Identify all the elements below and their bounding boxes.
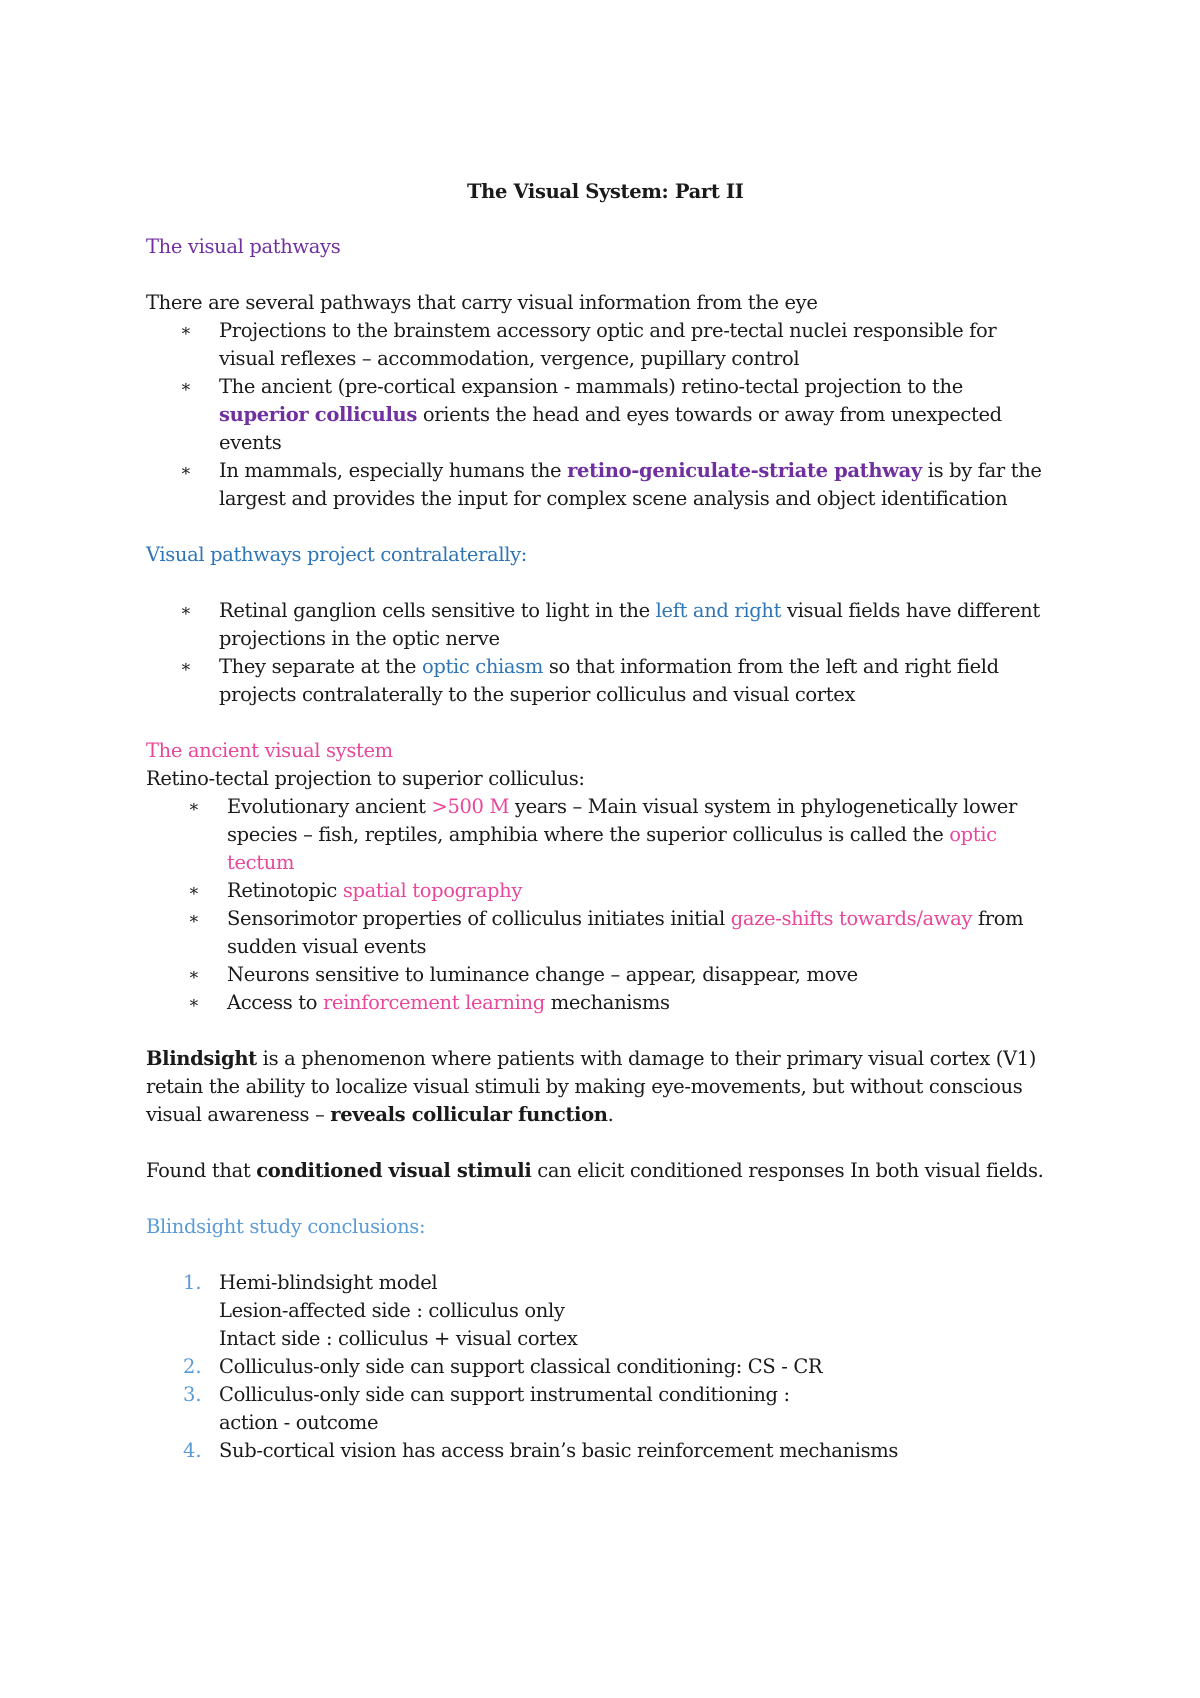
highlight-term: superior colliculus — [219, 403, 418, 426]
blindsight-paragraph-line: retain the ability to localize visual stimuli by making eye-movements, but without conscious — [146, 1075, 1023, 1098]
list-item-line: Hemi-blindsight model — [219, 1271, 438, 1294]
bullet-marker: ∗ — [180, 321, 192, 341]
list-number: 3. — [183, 1383, 202, 1406]
bullet-marker: ∗ — [180, 657, 192, 677]
bullet-line: They separate at the optic chiasm so that information from the left and right field — [219, 655, 999, 678]
bullet-marker: ∗ — [188, 993, 200, 1013]
bullet-line: Retinal ganglion cells sensitive to light in the left and right visual fields have different — [219, 599, 1040, 622]
highlight-term: optic — [949, 823, 997, 846]
bullet-line: events — [219, 431, 282, 454]
list-number: 4. — [183, 1439, 202, 1462]
paragraph-intro: There are several pathways that carry visual information from the eye — [146, 291, 818, 314]
highlight-term: left and right — [655, 599, 782, 622]
list-number: 1. — [183, 1271, 202, 1294]
list-item-line: Colliculus-only side can support instrumental conditioning : — [219, 1383, 790, 1406]
list-item-line: Lesion-affected side : colliculus only — [219, 1299, 565, 1322]
highlight-term: reinforcement learning — [322, 991, 545, 1014]
bullet-marker: ∗ — [188, 965, 200, 985]
highlight-term: gaze-shifts towards/away — [730, 907, 973, 930]
page-title: The Visual System: Part II — [467, 180, 744, 203]
bullet-line: In mammals, especially humans the retino-geniculate-striate pathway is by far the — [219, 459, 1042, 482]
bold-phrase: conditioned visual stimuli — [256, 1159, 532, 1182]
bullet-line: superior colliculus orients the head and eyes towards or away from unexpected — [219, 403, 1002, 426]
bullet-line: projects contralaterally to the superior colliculus and visual cortex — [219, 683, 856, 706]
bold-phrase: reveals collicular function — [330, 1103, 608, 1126]
blindsight-paragraph-line: visual awareness – reveals collicular function. — [146, 1103, 614, 1126]
section-heading-visual-pathways: The visual pathways — [146, 235, 341, 258]
highlight-term: retino-geniculate-striate pathway — [567, 459, 922, 482]
paragraph-intro: Retino-tectal projection to superior colliculus: — [146, 767, 585, 790]
list-item-line: Intact side : colliculus + visual cortex — [219, 1327, 578, 1350]
bullet-line: The ancient (pre-cortical expansion - mammals) retino-tectal projection to the — [219, 375, 963, 398]
bullet-line: Sensorimotor properties of colliculus initiates initial gaze-shifts towards/away from — [227, 907, 1024, 930]
highlight-term: spatial topography — [342, 879, 523, 902]
section-heading-conclusions: Blindsight study conclusions: — [146, 1215, 426, 1238]
bullet-line: species – fish, reptiles, amphibia where the superior colliculus is called the optic — [227, 823, 997, 846]
blindsight-paragraph-line: Blindsight is a phenomenon where patients with damage to their primary visual cortex (V1) — [146, 1047, 1037, 1070]
bullet-line: sudden visual events — [227, 935, 427, 958]
bullet-marker: ∗ — [188, 909, 200, 929]
bullet-marker: ∗ — [180, 461, 192, 481]
list-item-line: Sub-cortical vision has access brain’s basic reinforcement mechanisms — [219, 1439, 899, 1462]
list-item-line: Colliculus-only side can support classical conditioning: CS - CR — [219, 1355, 823, 1378]
bullet-marker: ∗ — [180, 377, 192, 397]
bullet-line: projections in the optic nerve — [219, 627, 500, 650]
highlight-term: optic chiasm — [421, 655, 544, 678]
bullet-line: Neurons sensitive to luminance change – appear, disappear, move — [227, 963, 858, 986]
bullet-line: Retinotopic spatial topography — [227, 879, 523, 902]
highlight-term: >500 M — [431, 795, 510, 818]
found-paragraph: Found that conditioned visual stimuli can elicit conditioned responses In both visual fields. — [146, 1159, 1044, 1182]
bullet-marker: ∗ — [188, 797, 200, 817]
bullet-marker: ∗ — [180, 601, 192, 621]
bullet-line: visual reflexes – accommodation, vergence, pupillary control — [219, 347, 800, 370]
bullet-line: Access to reinforcement learning mechanisms — [227, 991, 670, 1014]
bullet-line: Projections to the brainstem accessory optic and pre-tectal nuclei responsible for — [219, 319, 997, 342]
list-number: 2. — [183, 1355, 202, 1378]
highlight-term: tectum — [227, 851, 295, 874]
list-item-line: action - outcome — [219, 1411, 379, 1434]
bullet-line: largest and provides the input for complex scene analysis and object identification — [219, 487, 1008, 510]
section-heading-ancient-system: The ancient visual system — [146, 739, 393, 762]
bullet-line: Evolutionary ancient >500 M years – Main visual system in phylogenetically lower — [227, 795, 1017, 818]
bullet-marker: ∗ — [188, 881, 200, 901]
blindsight-term: Blindsight — [146, 1047, 257, 1070]
section-heading-contralateral: Visual pathways project contralaterally: — [146, 543, 527, 566]
